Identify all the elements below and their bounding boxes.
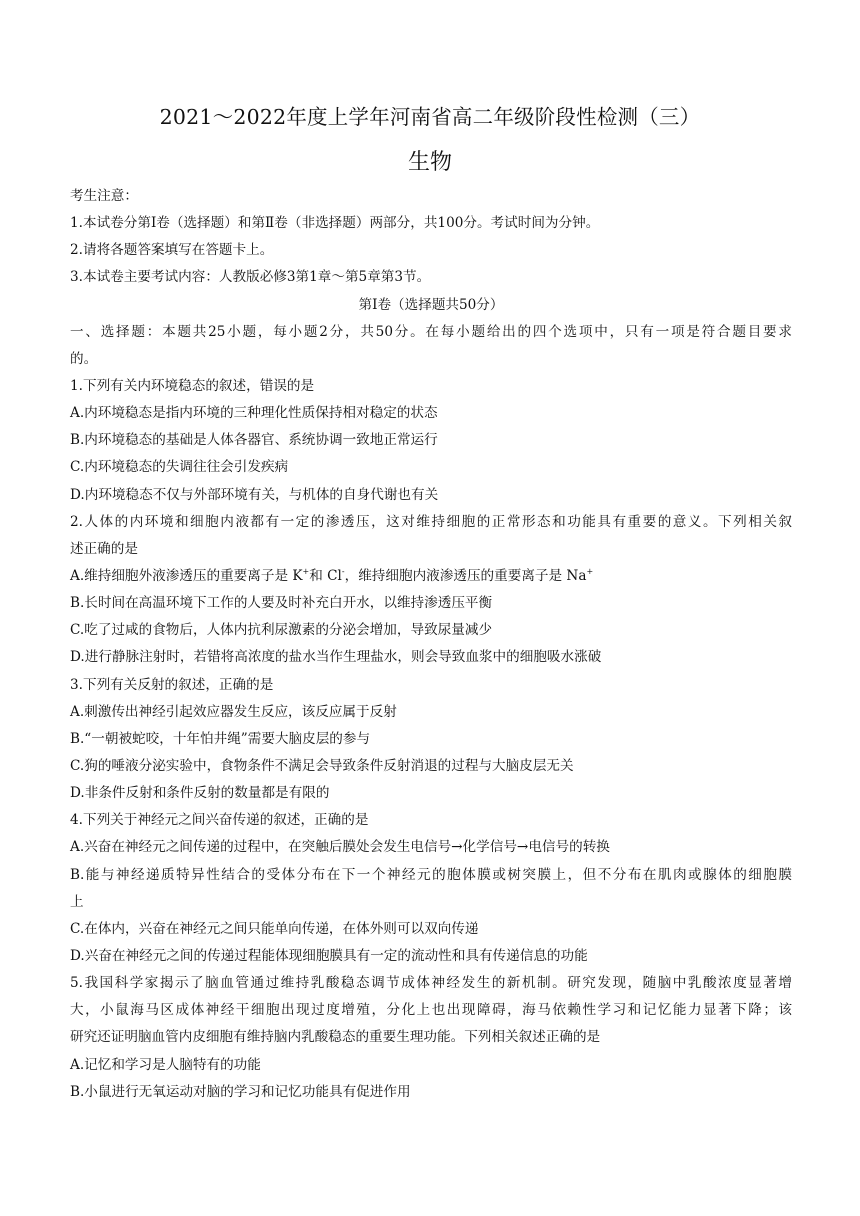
notice-heading: 考生注意： — [70, 188, 138, 204]
question-1-option-b: B.内环境稳态的基础是人体各器官、系统协调一致地正常运行 — [70, 432, 438, 449]
question-3-option-a: A.刺激传出神经引起效应器发生反应，该反应属于反射 — [70, 703, 397, 720]
part1-instruction: 的。 — [70, 350, 98, 367]
ion-charge: - — [341, 566, 345, 576]
question-4-option-c: C.在体内，兴奋在神经元之间只能单向传递，在体外则可以双向传递 — [70, 920, 479, 937]
question-3-stem: 3.下列有关反射的叙述，正确的是 — [70, 676, 274, 693]
question-2-stem: 2.人体的内环境和细胞内液都有一定的渗透压，这对维持细胞的正常形态和功能具有重要的意义。下列相关叙 — [70, 513, 792, 530]
question-2-option-d: D.进行静脉注射时，若错将高浓度的盐水当作生理盐水，则会导致血浆中的细胞吸水涨破 — [70, 649, 602, 666]
question-2-option-c: C.吃了过咸的食物后，人体内抗利尿激素的分泌会增加，导致尿量减少 — [70, 622, 493, 639]
option-text: A.维持细胞外液渗透压的重要离子是 K — [70, 567, 303, 584]
question-4-option-b: B.能与神经递质特异性结合的受体分布在下一个神经元的胞体膜或树突膜上，但不分布在肌肉或腺体的细胞膜 — [70, 866, 792, 883]
part1-instruction: 一、选择题：本题共25小题，每小题2分，共50分。在每小题给出的四个选项中，只有一项是符合题目要求 — [70, 323, 792, 340]
question-3-option-b: B.“一朝被蛇咬，十年怕井绳”需要大脑皮层的参与 — [70, 730, 371, 747]
question-4-stem: 4.下列关于神经元之间兴奋传递的叙述，正确的是 — [70, 812, 369, 829]
question-1-option-a: A.内环境稳态是指内环境的三种理化性质保持相对稳定的状态 — [70, 405, 438, 422]
question-3-option-c: C.狗的唾液分泌实验中，食物条件不满足会导致条件反射消退的过程与大脑皮层无关 — [70, 757, 574, 774]
question-2-stem: 述正确的是 — [70, 540, 138, 557]
question-5-stem: 研究还证明脑血管内皮细胞有维持脑内乳酸稳态的重要生理功能。下列相关叙述正确的是 — [70, 1029, 601, 1046]
question-5-stem: 5.我国科学家揭示了脑血管通过维持乳酸稳态调节成体神经发生的新机制。研究发现，随脑中乳酸浓度显著增 — [70, 975, 792, 992]
question-5-option-a: A.记忆和学习是人脑特有的功能 — [70, 1056, 261, 1073]
option-text: ，维持细胞内液渗透压的重要离子是 Na — [344, 567, 587, 584]
exam-title: 2021～2022年度上学年河南省高二年级阶段性检测（三） — [159, 105, 701, 129]
question-2-option-a — [70, 563, 792, 590]
question-4-option-a: A.兴奋在神经元之间传递的过程中，在突触后膜处会发生电信号→化学信号→电信号的转换 — [70, 839, 610, 856]
exam-body — [70, 183, 792, 1106]
ion-charge: + — [586, 566, 594, 576]
question-4-option-b: 上 — [70, 893, 84, 910]
ion-charge: + — [302, 566, 310, 576]
question-2-option-b: B.长时间在高温环境下工作的人要及时补充白开水，以维持渗透压平衡 — [70, 595, 493, 612]
question-4-option-d: D.兴奋在神经元之间的传递过程能体现细胞膜具有一定的流动性和具有传递信息的功能 — [70, 947, 588, 964]
part1-title: 第Ⅰ卷（选择题共50分） — [358, 296, 504, 313]
question-3-option-d: D.非条件反射和条件反射的数量都是有限的 — [70, 785, 330, 802]
question-5-stem: 大，小鼠海马区成体神经干细胞出现过度增殖，分化上也出现障碍，海马依赖性学习和记忆能力显著下降；该 — [70, 1002, 792, 1019]
question-1-option-c: C.内环境稳态的失调往往会引发疾病 — [70, 459, 289, 476]
notice-item: 1.本试卷分第Ⅰ卷（选择题）和第Ⅱ卷（非选择题）两部分，共100分。考试时间为分钟。 — [70, 215, 600, 232]
question-5-option-b: B.小鼠进行无氧运动对脑的学习和记忆功能具有促进作用 — [70, 1083, 411, 1100]
option-text: 和 Cl — [309, 567, 342, 584]
notice-item: 3.本试卷主要考试内容：人教版必修3第1章～第5章第3节。 — [70, 269, 431, 286]
question-1-stem: 1.下列有关内环境稳态的叙述，错误的是 — [70, 377, 315, 394]
question-1-option-d: D.内环境稳态不仅与外部环境有关，与机体的自身代谢也有关 — [70, 486, 439, 503]
subject-title: 生物 — [407, 150, 452, 175]
notice-item: 2.请将各题答案填写在答题卡上。 — [70, 242, 274, 259]
